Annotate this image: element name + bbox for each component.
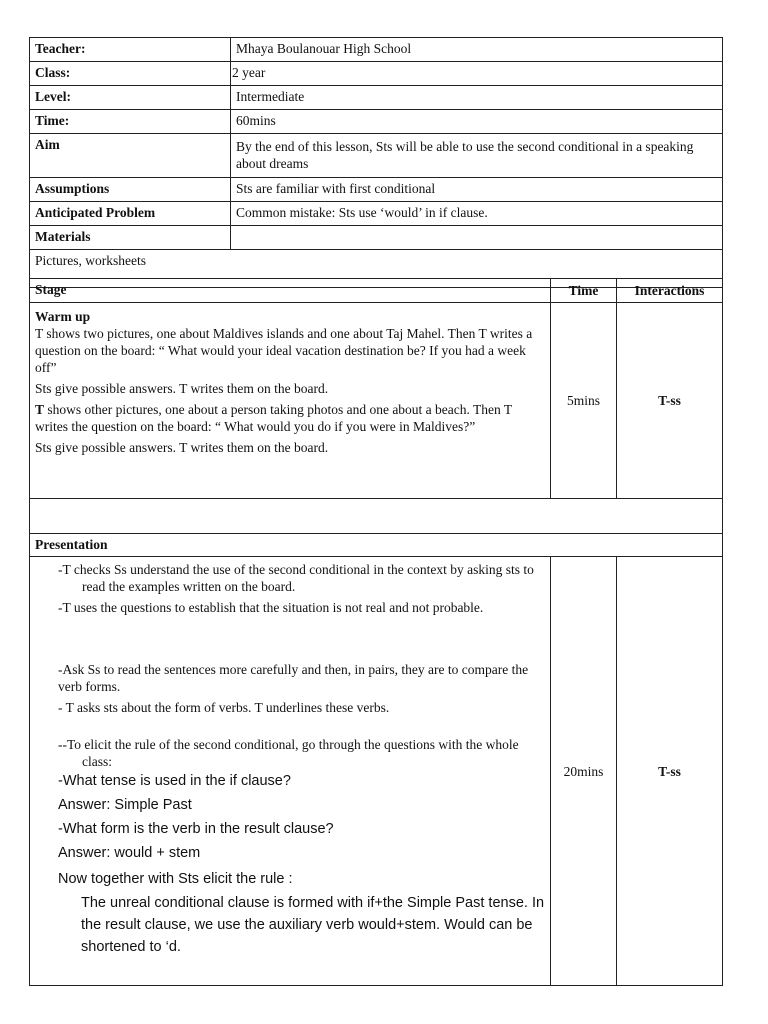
warmup-content (30, 303, 551, 499)
time-value: 60mins (231, 110, 723, 134)
warmup-paragraph-3 (35, 401, 545, 435)
level-value: Intermediate (231, 86, 723, 110)
presentation-interaction: T-ss (617, 557, 723, 986)
stage-header: Stage (30, 279, 551, 303)
lesson-info-table (29, 37, 723, 288)
warmup-paragraph-4: Sts give possible answers. T writes them on the board. (35, 440, 329, 455)
level-label: Level: (30, 86, 231, 110)
presentation-line-5: --To elicit the rule of the second conditional, go through the questions with the whole class: (58, 737, 519, 769)
teacher-row (30, 38, 723, 62)
spacer-row (30, 499, 723, 534)
presentation-line-2: -T uses the questions to establish that the situation is not real and not probable. (58, 600, 484, 615)
presentation-line-4: - T asks sts about the form of verbs. T underlines these verbs. (58, 700, 390, 715)
rule-intro: Now together with Sts elicit the rule : (58, 871, 293, 887)
presentation-line-3: -Ask Ss to read the sentences more carefully and then, in pairs, they are to compare the verb forms. (58, 662, 529, 694)
presentation-title: Presentation (30, 534, 723, 557)
aim-value: By the end of this lesson, Sts will be able to use the second conditional in a speaking about dreams (231, 134, 723, 178)
assumptions-value: Sts are familiar with first conditional (231, 178, 723, 202)
materials-empty-cell (231, 226, 723, 250)
question-1: -What tense is used in the if clause? (58, 773, 291, 789)
class-row (30, 62, 723, 86)
time-label: Time: (30, 110, 231, 134)
materials-label: Materials (30, 226, 231, 250)
materials-row (30, 226, 723, 250)
level-row (30, 86, 723, 110)
presentation-header-row (30, 534, 723, 557)
problem-row (30, 202, 723, 226)
assumptions-row (30, 178, 723, 202)
warmup-interaction: T-ss (617, 303, 723, 499)
question-2: -What form is the verb in the result clause? (58, 821, 334, 837)
presentation-content (30, 557, 551, 986)
warmup-paragraph-1: T shows two pictures, one about Maldives islands and one about Taj Mahel. Then T writes a question on the board: “ What would your ideal vacation destination be? If you had a week off” (35, 326, 533, 375)
warmup-paragraph-3-rest: shows other pictures, one about a person taking photos and one about a beach. Then T writes the question on the board: “ What would you do if you were in Maldives?” (35, 402, 512, 434)
stage-header-row (30, 279, 723, 303)
time-row (30, 110, 723, 134)
class-label: Class: (30, 62, 231, 86)
warmup-row (30, 303, 723, 499)
rule-section (58, 770, 550, 958)
problem-label: Anticipated Problem (30, 202, 231, 226)
answer-1: Answer: Simple Past (58, 797, 192, 813)
presentation-time: 20mins (551, 557, 617, 986)
answer-2: Answer: would + stem (58, 845, 201, 861)
assumptions-label: Assumptions (30, 178, 231, 202)
interactions-header: Interactions (617, 279, 723, 303)
rule-text: The unreal conditional clause is formed with if+the Simple Past tense. In the result clause, we use the auxiliary verb would+stem. Would can be shortened to ‘d. (81, 895, 545, 955)
teacher-value: Mhaya Boulanouar High School (231, 38, 723, 62)
presentation-row (30, 557, 723, 986)
stage-table (29, 278, 723, 986)
class-value: 2 year (231, 62, 723, 86)
presentation-line-1: -T checks Ss understand the use of the second conditional in the context by asking sts to read the examples written on the board. (58, 562, 534, 594)
warmup-paragraph-3-bold: T (35, 402, 45, 417)
aim-label: Aim (30, 134, 231, 178)
aim-row (30, 134, 723, 178)
teacher-label: Teacher: (30, 38, 231, 62)
problem-value: Common mistake: Sts use ‘would’ in if clause. (231, 202, 723, 226)
warmup-title: Warm up (35, 309, 91, 324)
time-header: Time (551, 279, 617, 303)
warmup-paragraph-2: Sts give possible answers. T writes them on the board. (35, 381, 329, 396)
warmup-time: 5mins (551, 303, 617, 499)
materials-value: Pictures, worksheets (30, 250, 723, 288)
spacer-cell (30, 499, 723, 534)
